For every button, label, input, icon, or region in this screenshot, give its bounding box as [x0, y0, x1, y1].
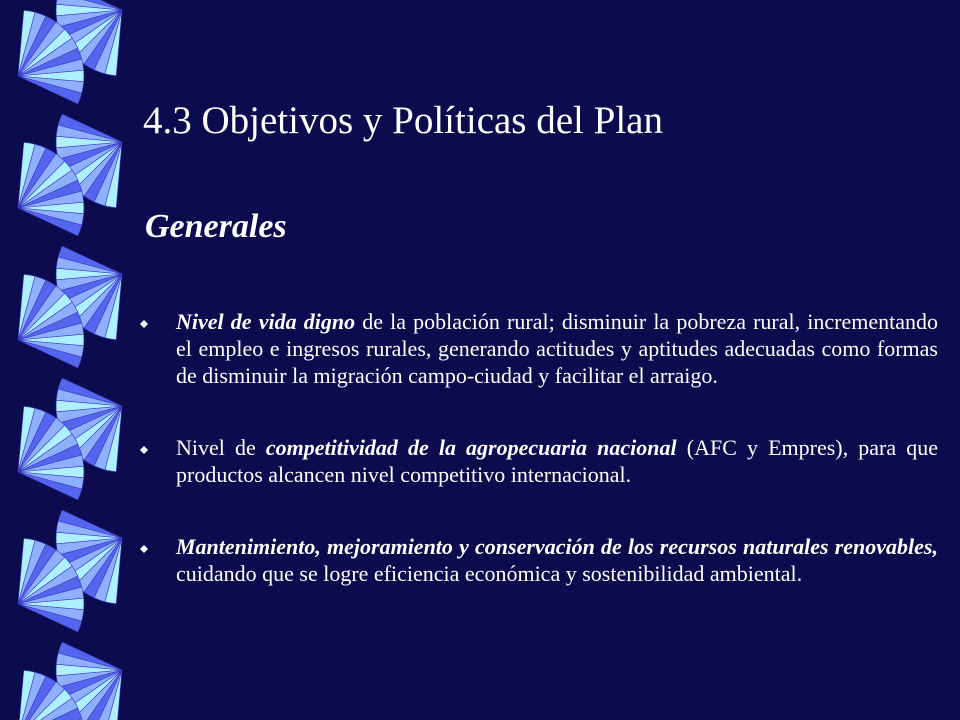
bullet-emphasis: Nivel de vida digno [176, 309, 356, 334]
slide-subtitle: Generales [145, 208, 287, 245]
bullet-emphasis: Mantenimiento, mejoramiento y conservación de los recursos naturales renovables, [176, 534, 938, 559]
bullet-text: Nivel de [176, 435, 266, 460]
bullet-emphasis: competitividad de la agropecuaria nacional [265, 435, 677, 460]
bullet-text: de la población rural; disminuir la pobreza rural, incrementando el empleo e ingresos rurales, generando actitudes y aptitudes adecuadas como formas de disminuir la migración campo-ciudad y facilitar el arraigo. [176, 309, 939, 388]
bullet-text: (AFC y Empres), para que productos alcancen nivel competitivo internacional. [176, 435, 938, 487]
diamond-bullet-icon [140, 320, 148, 328]
slide-title: 4.3 Objetivos y Políticas del Plan [143, 99, 663, 142]
bullet-item [140, 308, 938, 389]
bullet-item [140, 434, 938, 488]
diamond-bullet-icon [140, 545, 148, 553]
diamond-bullet-icon [140, 446, 148, 454]
fan-spiral-decoration-icon [0, 0, 140, 720]
bullet-list [140, 308, 938, 587]
bullet-item [140, 533, 938, 587]
bullet-text: cuidando que se logre eficiencia económica y sostenibilidad ambiental. [176, 561, 803, 586]
